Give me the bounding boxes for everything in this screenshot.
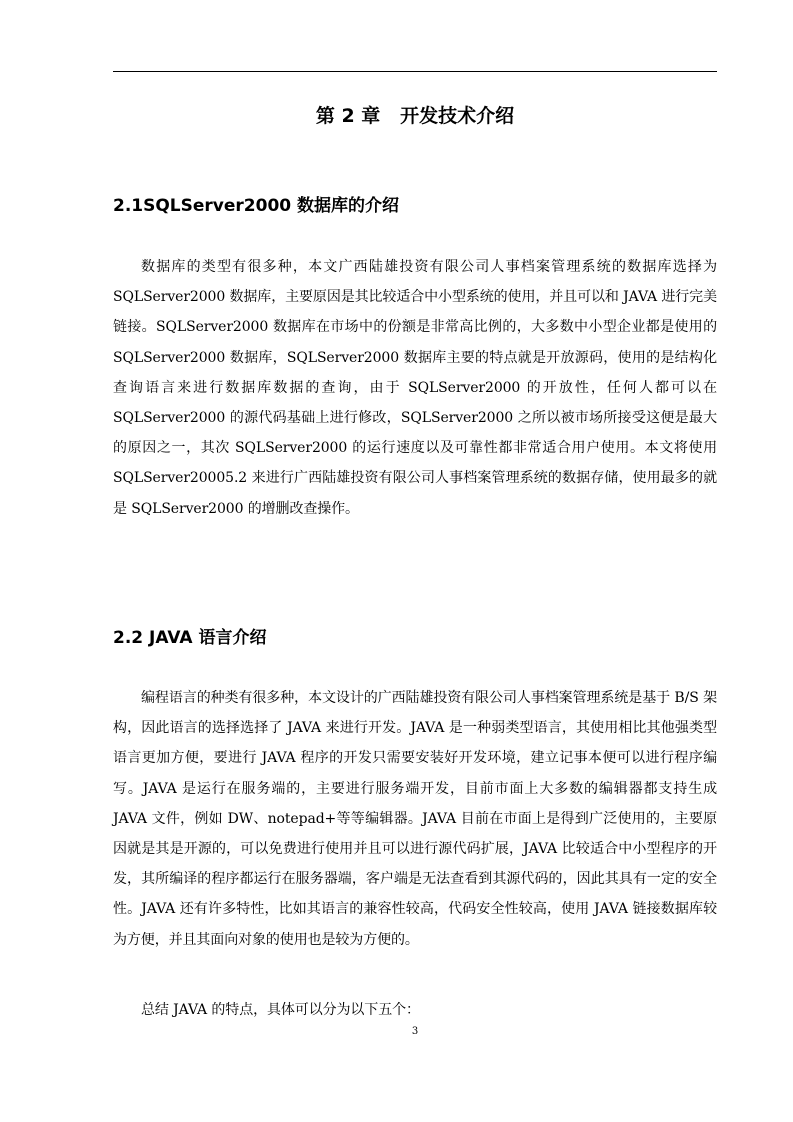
java-summary-paragraph: 总结 JAVA 的特点，具体可以分为以下五个： — [141, 1002, 420, 1018]
section-heading-sqlserver: 2.1SQLServer2000 数据库的介绍 — [113, 196, 400, 216]
header-rule — [113, 71, 717, 72]
chapter-title: 第 2 章 开发技术介绍 — [315, 105, 515, 127]
sqlserver-paragraph: 数据库的类型有很多种，本文广西陆雄投资有限公司人事档案管理系统的数据库选择为 SQLServer2000 数据库，主要原因是其比较适合中小型系统的使用，并且可以和 JAVA 进行完美链接。SQLServer2000 数据库在市场中的份额是非常高比例的，大多数中小型企业都是使用的 SQLServer2000 数据库，SQLServer2000 数据库主要的特点就是开放源码，使用的是结构化查询语言来进行数据库数据的查询，由于 SQLServer2000 的开放性，任何人都可以在 SQLServer2000 的源代码基础上进行修改，SQLServer2000 之所以被市场所接受这便是最大的原因之一，其次 SQLServer2000 的运行速度以及可靠性都非常适合用户使用。本文将使用 SQLServer20005.2 来进行广西陆雄投资有限公司人事档案管理系统的数据存储，使用最多的就是 SQLServer2000 的增删改查操作。 — [113, 259, 717, 517]
java-paragraph: 编程语言的种类有很多种，本文设计的广西陆雄投资有限公司人事档案管理系统是基于 B/S 架构，因此语言的选择选择了 JAVA 来进行开发。JAVA 是一种弱类型语言，其使用相比其他强类型语言更加方便，要进行 JAVA 程序的开发只需要安装好开发环境，建立记事本便可以进行程序编写。JAVA 是运行在服务端的，主要进行服务端开发，目前市面上大多数的编辑器都支持生成 JAVA 文件，例如 DW、notepad+等等编辑器。JAVA 目前在市面上是得到广泛使用的，主要原因就是其是开源的，可以免费进行使用并且可以进行源代码扩展，JAVA 比较适合中小型程序的开发，其所编译的程序都运行在服务器端，客户端是无法查看到其源代码的，因此其具有一定的安全性。JAVA 还有许多特性，比如其语言的兼容性较高，代码安全性较高，使用 JAVA 链接数据库较为方便，并且其面向对象的使用也是较为方便的。 — [113, 690, 717, 948]
page-number: 3 — [411, 1026, 419, 1037]
section-heading-java: 2.2 JAVA 语言介绍 — [113, 628, 267, 648]
